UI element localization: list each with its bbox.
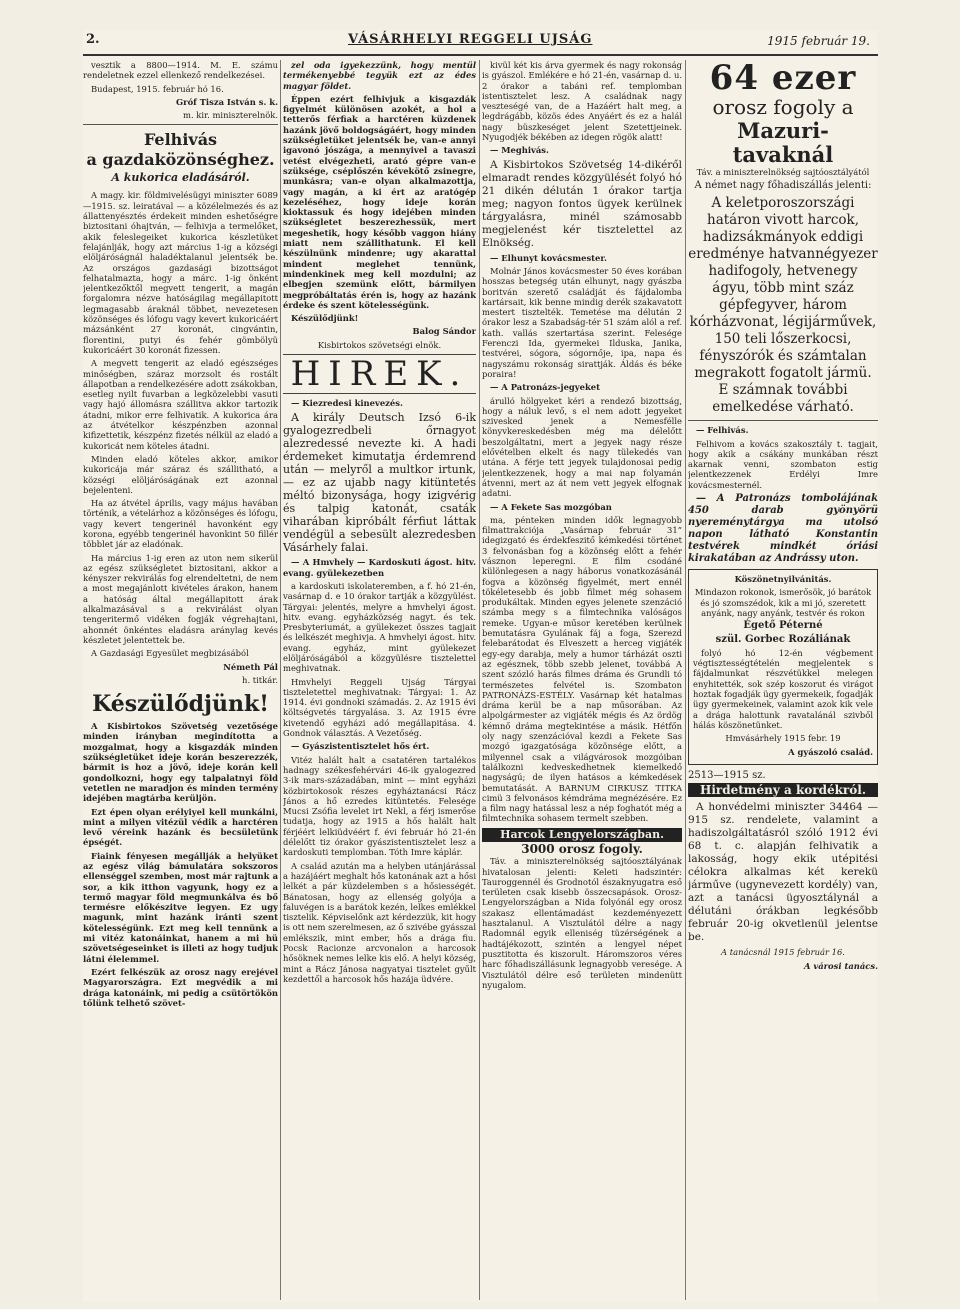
news-title: — Elhunyt kovácsmester. (490, 252, 607, 263)
column-4 (688, 60, 878, 1300)
article-paragraph: Minden eladó köteles akkor, amikor kukoricája már száraz és szállitható, a községi elöljáróságának ezt azonnal bejelenteni. (83, 453, 278, 495)
thanks-name-maiden: szül. Gorbec Rozáliának (715, 633, 851, 645)
news-title: — A Fekete Sas mozgóban (490, 501, 612, 512)
headline-orosz-fogoly: orosz fogoly a (712, 95, 854, 119)
hirdetmeny-heading: Hirdetmény a kordékról. (688, 783, 878, 797)
article-paragraph: Ha március 1-ig eren az uton nem sikerül az egész szükségletet biztositani, akkor a kényszer rekvirálás fog elrendeltetni, de nem a most megajánlott kivételes árakon, hanem a hatóság által megállapitott árak alkalmazásával s a rekvirálást olyan tengeritermő vidéken fogják végrehajtani, ahonnét önkéntes eladásra aránylag kevés készletet jelentettek be. (83, 552, 278, 645)
signature-title: Kisbirtokos szövetségi elnök. (317, 339, 442, 350)
article-paragraph: Ezért felkészük az orosz nagy erejével Magyarországra. Ezt megvédik a mi drága katonáink, mi pedig a csütörtökön tőlünk telhető szövet- (83, 966, 278, 1008)
dispatch-body: A keletporoszországi határon vivott harcok, hadizsákmányok eddigi eredménye hatvannégyezer hadifogoly, hetvenegy ágyu, több mint száz gépfegyver, három kórházvonat, légijárművek, 150 teli lőszerkocsi, fényszórók és számtalan megrakott fogatolt jármü. E számnak további emelkedése várható. (688, 195, 878, 416)
article-paragraph: zel oda igyekezzünk, hogy mentül termékenyebbé tegyük ezt az édes magyar földet. (283, 60, 476, 91)
headline-64-ezer: 64 ezer (709, 60, 857, 98)
harcok-subheading: 3000 orosz fogoly. (521, 842, 643, 856)
news-paragraph: A király Deutsch Izsó 6-ik gyalogezredbeli őrnagyot alezredessé nevezte ki. A hadi érdemeket kimutatja érdemrend után — melyről a multkor irtunk, — ez az ujabb nagy kitüntetés méltó bizonysága, hogy izigvérig és talpig katonát, csaták viharában kipróbált férfiut láttak vendégül a sebesült alezredesben Vásárhely falai. (283, 411, 476, 555)
article-paragraph: A Kisbirtokos Szövetség vezetősége minden irányban megindította a mozgalmat, hogy a kisgazdák minden szükségletüket ideje korán beszerezzék, bármit is hoz a jövő, ideje korán kell gondolkozni, hogy egy talpalatnyi föld vetetlen ne maradjon és minden termény idejében magtárba kerüljön. (83, 721, 278, 804)
felhivas-subtitle: A kukorica eladásáról. (111, 171, 250, 185)
thanks-box (688, 569, 878, 765)
article-paragraph: Ezt épen olyan erélyiyel kell munkálni, mint a milyen vitézül védik a harctéren levő véreink hazánk és becsületünk épségét. (83, 806, 278, 848)
dispatch-intro: A német nagy főhadiszállás jelenti: (694, 180, 872, 192)
page-header (83, 30, 878, 56)
thanks-text: folyó hó 12-én végbement végtisztességtételén megjelentek s fájdalmunkat részvétükkel melegen enyhitették, sok szép koszorut és virágot hoztak fogadják ügy gyermekeik, fogadják ügy gyermekeinek, valamint azok kik vele a drága halottunk ravatalánál szivből hálás köszönetünket. (693, 647, 873, 730)
news-paragraph: — A Patronázs tombolájának 450 darab gyönyörü nyereménytárgya ma utolsó napon látható Konstantin testvérek mindkét óriási kirakatában az Andrássy uton. (688, 493, 878, 565)
news-paragraph: a kardoskuti iskolateremben, a f. hó 21-én, vasárnap d. e 10 órakor tartják a közgyülést. Tárgyai: jelentés, melyre a hmvhelyi ágost. hitv. evang. egyházközség nagyt. és tek. Presbyteriumát, a gyülekezet összes tagjait és lelkészét meghivja. A hmvhelyi ágost. hitv. evang. egyház, mint gyülekezet elöljáróságából a közgyülésre tisztelettel meghivatnak. (283, 580, 476, 674)
divider (83, 124, 278, 125)
thanks-signature: A gyászoló család. (788, 746, 873, 757)
news-paragraph: kivül két kis árva gyermek és nagy rokonság is gyászol. Emlékére e hó 21-én, vasárnap d. u. 2 órakor a tabáni ref. templomban istentisztelet lesz. A családnak nagy veszteségé van, de a Hazáért halt meg, a legdrágább, közös édes Anyáért és ez a halál nagy büszkeséget jelent Szetettjeinek. Nyugodjék békében az idegen rögök alatt! (482, 60, 682, 143)
news-paragraph: Molnár János kovácsmester 50 éves korában hosszas betegség után elhunyt, nagy gyászba boritván szerető családját és fájdalomba kartársait, kik benne mindig derék szakavatott mestert tisztelték. Temetése ma délután 2 órakor lesz a Szabadság-tér 51 szám alól a ref. kath. vallás szertartása szerint. Felesége Ferenczi Ida, gyermekei Ilduska, Janika, testvérei, sógora, sógornője, ipa, napa és nagyszámu rokonság sirattják. Áldás és béke poraira! (482, 265, 682, 379)
column-2 (283, 60, 476, 1300)
headline-mazuri-tavak: Mazuri-tavaknál (732, 118, 834, 167)
keszulodjunk-heading: Készülődjünk! (92, 691, 269, 718)
thanks-title: Köszönetnyilvánitás. (734, 574, 832, 585)
news-paragraph: Táv. a miniszterelnökség sajtóosztályának hivatalosan jelenti: Keleti hadszintér: Tauroggennél és Grodnotól északnyugatra eső területen csak kisebb összecsapások. Orosz-Lengyelországban a Nida folyónál egy orosz szakasz ellentámadást kezdeményezett hasztalanul. A Visztulától délre a nagy Radomnál egyik elleniség tüzérségének a hadtájékozott, szintén a lengyel népet pusztitotta és kiszorult. Háromszoros véres harc főhadiszállásunk legnagyobb veresége. A Visztulától délre eső területen mindenütt nyugalom. (482, 856, 682, 990)
notice-signature: A városi tanács. (803, 960, 878, 971)
article-closing: Készülődjünk! (291, 313, 359, 324)
signature-title: h. titkár. (242, 674, 278, 685)
issue-date: 1915 február 19. (767, 34, 870, 48)
news-paragraph: árulló hölgyeket kéri a rendező bizottság, hogy a náluk levő, s el nem adott jegyeket szivesked jenek a Nemesfélle könyvkereskedésben még ma délelőtt beszolgáltatni, mert a jegyek nagy része elővételben elkelt és nagy tülekedés van utána. A férje tett jegyek tulajdonosai pedig jelentkezzenek, hogy a mai nap folyamán átvenni, mert az át nem vett jegyek elfognak adatni. (482, 395, 682, 499)
notice-number: 2513—1915 sz. (688, 769, 766, 781)
news-paragraph: A Kisbirtokos Szövetség 14-dikéről elmaradt rendes közgyülését folyó hó 21 dikén délután 1 órakor tartja meg; nagyon fontos ügyek kerülnek tárgyalásra, minél számosabb megjelenést kér tisztelettel az Elnökség. (482, 158, 682, 249)
thanks-name: Égető Péterné (743, 620, 823, 632)
page-number: 2. (86, 32, 100, 47)
felhivas-subheading: a gazdaközönséghez. (86, 150, 275, 170)
news-title: — Gyászistentisztelet hős ért. (291, 741, 430, 752)
divider (688, 420, 878, 421)
article-paragraph: Fiaink fényesen megállják a helyüket az egész világ bámulatára sokszoros ellenséggel szemben, most már rajtunk a sor, a kik itthon vagyunk, hogy ez a termő magyar föld megmunkálva és bő termésre előkészitve legyen. Ez ugy magunk, mint hazánk iránti szent kötelességünk. Ezt meg kell tennünk a mi vitéz katonáinkat, hanem a mi hü szövetségeseinket is illeti az hogy tudjuk látni élelemmel. (83, 850, 278, 964)
article-paragraph: Ha az átvétel április, vagy május havában történik, a vételárhoz a közönséges és lófogu, vagy kevert tengerinél havonként egy korona, egyébb tengerinél havonkint 50 fillér többlet jár az eladónak. (83, 498, 278, 550)
column-rule (685, 60, 686, 1300)
signer-name: Gróf Tisza István s. k. (176, 96, 278, 107)
article-paragraph: Éppen ezért felhivjuk a kisgazdák figyelmét különösen azokét, a hol a tetterős férfiak a harctéren küzdenek hazánk jövő boldogságáért, hogy minden szükségletüket jelentsék be, van-e annyi igavonó jószága, a mennyivel a tavaszi vetést elvégezheti, arató gépre van-e szüksége, cséplőszén kévekötő zsinegre, munkásra; van-e olyan alkalmazottja, vagy magán, a ki ért az aratógép kezeléséhez, hogy ideje korán kioktassuk és hogy idejében minden szükségletet beszerezhessük, mert megeshetik, hogy később vaggon hiány miatt nem szállithatunk. El kell készülnünk mindenre; ugy akarattal mindent meglehet tennünk, mindenkinek meg kell mozdulni; az elbegjen szemünk előtt, bármilyen megpróbáltatás érén is, hogy az hazánk érdeke és szent kötelességünk. (283, 93, 476, 310)
column-1 (83, 60, 278, 1300)
place-date: Budapest, 1915. február hó 16. (91, 83, 224, 94)
news-paragraph: Vitéz halált halt a csatatéren tartalékos hadnagy székesfehérvári 46-ik gyalogezred 3-ik mars-századában, mint — mint egyházi közbirtokosok részes egyháztanácsi Rácz János a hő ezredes kitüntetés. Felesége Mucsi Zsófia levelet irt Nekl, a férj ismerőse tudatja, hogy az 1915 a hős halált halt férjéért lelkiüdvéért f. évi február hó 21-én délelőtt tiz órakor gyászistentisztelet lesz a kardoskuti templomban. Tóth Imre káplár. (283, 754, 476, 858)
news-paragraph: ma, pénteken minden idők legnagyobb filmattrakciója „Vasárnap február 31” idegizgató és érdekfeszitő kémkedési történet 3 felvonásban fog a közönség előtt a fehér vásznon leperegni. E film csodáné különlegesen a nagy háborus vonatkozásánál fogva a közönség figyelmét, mert ennél tökéletesebb és jobb filmet még sohasem produkáltak. Minden egyes jelenete szenzáció számba megy s a filmtechnika valóságos remeke. Ugyan-e műsor keretében kerülnek bemutatásra Gyulának fáj a foga, Szerezd felebarátodat és Elveszett a herceg vigjáték egy-egy darabja, mely a humor tárházát oszti az egésznek, több szebb jelenet, továbbá A szent szózló harás filmes dráma és Grundli tó természetes felvétel is. Szombaton PATRONÁZS-ESTÉLY. Vasárnap két hatalmas dráma kerül be a nap műsorában. Az alpolgármester az vigjáték mégis és Az ördög kémnő dráma megtekintése a másik. Hétfőn oly nagy szenzációval kezdi a Fekete Sas mozgó igazgatósága közönsége előtt, a milyennel csak a világvárosok mozgóiban találkozni kedveskedhetnek kiemelkedő nagyságú; de ilyen hatásos a kémkedések bemutatását. A BARNUM CIRKUSZ TITKA cimü 3 felvonásos kémdráma megnézésére. Ez a film nagy hatással lesz a nép foghatót még a filmtechnika sohasem termelt szebben. (482, 514, 682, 824)
notice-paragraph: A honvédelmi miniszter 34464 — 915 sz. rendelete, valamint a hadiszolgáltatásról szóló 1912 évi 68 t. c. alapján felhivatik a lakosság, hogy ekik utépitési célokra alkalmas két kerekü járműve (ugynevezett kordély) van, azt a tanácsi ügyosztálynál a délutáni órákban legkésőbb február 20-ig okvetlenül jelentse be. (688, 801, 878, 944)
hirek-heading: HIREK. (283, 354, 476, 394)
news-title: — Felhivás. (696, 425, 749, 436)
article-paragraph: A magy. kir. földmivelésügyi miniszter 6089—1915. sz. leiratával — a közélelmezés és az állattenyésztés érdekeit minden eshetőségre biztositani óhajtván, — felhivja a termelőket, akik feleslegeiket kukorica készletüket felajánlják, hogy azt március 1-ig a községi elöljáróságnál haladéktalanul jelentsék be. Az országos gazdasági bizottságot felhatalmazta, hogy a márc. 1-ig önként jelentkezőktől megvett tengerit, a magán forgalomra nézve hatóságilag megállapitott legmagasabb áraknál többet, nevezetesen közönséges és lófogu vagy kevert kukoricáért mázsánként 27 koronát, cingvántin, florentini, putyi és fehér gömbölyü kukoricáért 30 koronát fizessen. (83, 190, 278, 355)
intro-paragraph: vesztik a 8800—1914. M. E. számu rendeletnek ezzel ellenkező rendelkezései. (83, 60, 278, 81)
felhivas-heading: Felhivás (143, 130, 218, 150)
news-paragraph: A család azután ma a helyben utánjárással a hazájáért meghalt hős katonának azt a hősi lelkét a pár küzdelemben s a hősiességét. Bánatosan, hogy az ellenség golyója a faluvégen is a barátok kezén, lelkes emlékkel tisztelik. Képviselőnk azt kérdezzük, kit hogy is ott nem szerelmesen, az ő szivébe gyásszal emlékszik, mint ember, hős a drága fiu. Pocsk Racionze arcvonalon a harcosok hősöknek nemes lelke kis elő. A helyi község, mint a Rácz Jánosa nagyatyai tisztelet gyűlt kezdettől a harcosok hős hazája üdvére. (283, 860, 476, 984)
newspaper-title: VÁSÁRHELYI REGGELI UJSÁG (348, 32, 593, 47)
signature-name: Németh Pál (223, 661, 278, 672)
thanks-text: Mindazon rokonok, ismerősök, jó barátok és jó szomszédok, kik a mi jó, szeretett anyánk, nagy anyánk, testvér és rokon (694, 587, 872, 618)
signer-title: m. kir. miniszterelnök. (183, 110, 278, 121)
article-paragraph: A Gazdasági Egyesület megbizásából (91, 648, 249, 659)
thanks-date: Hmvásárhely 1915 febr. 19 (725, 733, 841, 744)
dispatch-source: Táv. a miniszterelnökség sajtóosztályától (696, 167, 870, 177)
news-title: — A Patronázs-jegyeket (490, 382, 600, 393)
column-rule (479, 60, 480, 1300)
notice-date: A tanácsnál 1915 február 16. (721, 947, 845, 958)
harcok-heading: Harcok Lengyelországban. (482, 828, 682, 842)
article-paragraph: A megvett tengerit az eladó egészséges minőségben, száraz morzsolt és rostált állapotban a rendelkezésére adott zsákokban, esetleg nyilt fuvarban a legközelebbi vasuti vagy hajó állomásra szállitva akkor tartozik átadni, mikor erre felhivatik. A kukorica ára az átvételkor készpénzben azonnal kifizettetik, készpénz fizetés nélkül az eladó a kukoricát nem köteles átadni. (83, 358, 278, 451)
news-paragraph: Hmvhelyi Reggeli Ujság Tárgyai tiszteletettel meghivatnak: Tárgyai: 1. Az 1914. évi gondnoki számadás. 2. Az 1915 évi költségvetés tárgyalása. 3. Az 1915 évre kivetendő egyházi adó megállapitása. 4. Gondnok választás. A Vezetőség. (283, 676, 476, 739)
news-title: — A Hmvhely — Kardoskuti ágost. hitv. evang. gyülekezetben (283, 557, 476, 578)
column-rule (280, 60, 281, 1300)
news-title: — Meghivás. (490, 145, 549, 156)
signature-name: Balog Sándor (412, 326, 476, 337)
news-paragraph: Felhivom a kovács szakosztály t. tagjait, hogy akik a csákány munkában részt akarnak venni, szombaton estig jelentkezzenek Erdélyi Imre kovácsmesternél. (688, 438, 878, 490)
newspaper-page (83, 30, 878, 1302)
news-title: — Kiezredesi kinevezés. (291, 398, 403, 409)
column-3 (482, 60, 682, 1300)
